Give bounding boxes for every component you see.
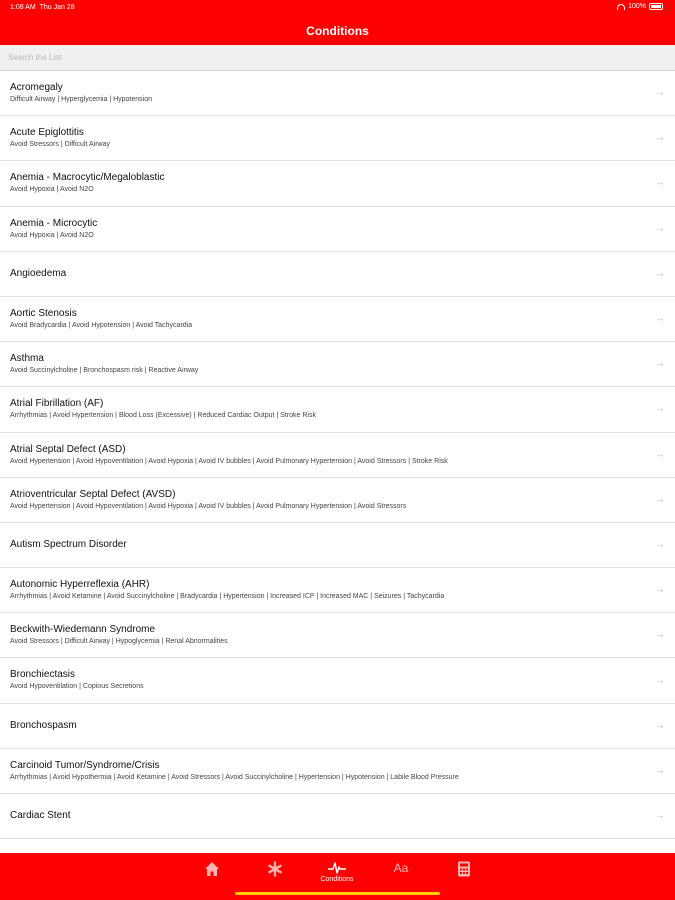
- list-item-text: [10, 82, 645, 105]
- text-icon: Aa: [393, 861, 409, 875]
- list-item[interactable]: [0, 297, 675, 342]
- tab-conditions[interactable]: [317, 859, 357, 889]
- arrow-right-icon: →: [655, 629, 665, 641]
- arrow-right-icon: →: [655, 358, 665, 370]
- list-item[interactable]: [0, 478, 675, 523]
- condition-tags: Avoid Hypoxia | Avoid N2O: [10, 231, 94, 239]
- condition-name: Angioedema: [10, 267, 67, 279]
- list-item-text: [10, 810, 71, 822]
- list-item-text: [10, 624, 645, 647]
- condition-tags: Arrhythmias | Avoid Hypothermia | Avoid Ketamine | Avoid Stressors | Avoid Succinylcholine | Hypertension | Hypotension | Labile Blood Pressure: [10, 773, 459, 781]
- list-item[interactable]: [0, 704, 675, 749]
- list-item[interactable]: [0, 387, 675, 432]
- arrow-right-icon: →: [655, 720, 665, 732]
- home-icon: [204, 861, 220, 877]
- list-item-text: [10, 268, 66, 280]
- list-item[interactable]: [0, 794, 675, 839]
- list-item-text: [10, 353, 645, 376]
- list-item[interactable]: [0, 342, 675, 387]
- list-item-text: [10, 720, 77, 732]
- condition-name: Atrial Fibrillation (AF): [10, 398, 104, 410]
- condition-name: Acute Epiglottitis: [10, 127, 84, 139]
- arrow-right-icon: →: [655, 765, 665, 777]
- tab-conditions-label: Conditions: [320, 876, 354, 883]
- list-item-text: [10, 579, 645, 602]
- list-item-text: [10, 444, 645, 467]
- status-indicators: [617, 3, 663, 10]
- list-item[interactable]: [0, 207, 675, 252]
- list-item[interactable]: [0, 252, 675, 297]
- arrow-right-icon: →: [655, 584, 665, 596]
- list-item[interactable]: [0, 71, 675, 116]
- arrow-right-icon: →: [655, 313, 665, 325]
- condition-name: Asthma: [10, 353, 44, 365]
- tab-home[interactable]: [192, 859, 232, 889]
- list-item[interactable]: [0, 658, 675, 703]
- condition-name: Aortic Stenosis: [10, 307, 77, 319]
- arrow-right-icon: →: [655, 132, 665, 144]
- list-item[interactable]: [0, 568, 675, 613]
- arrow-right-icon: →: [655, 810, 665, 822]
- list-item-text: [10, 172, 645, 195]
- condition-name: Atrial Septal Defect (ASD): [10, 443, 126, 455]
- list-item-text: [10, 218, 645, 241]
- arrow-right-icon: →: [655, 268, 665, 280]
- status-time: 1:08 AM Thu Jan 28: [10, 4, 75, 11]
- arrow-right-icon: →: [655, 177, 665, 189]
- condition-tags: Avoid Stressors | Difficult Airway: [10, 141, 110, 149]
- list-item-text: [10, 127, 645, 150]
- home-indicator: [235, 892, 440, 895]
- page-title: Conditions: [306, 24, 369, 38]
- arrow-right-icon: →: [655, 494, 665, 506]
- tab-text[interactable]: [381, 859, 421, 889]
- condition-tags: Arrhythmias | Avoid Hypertension | Blood Loss (Excessive) | Reduced Cardiac Output | Stroke Risk: [10, 412, 316, 420]
- app-header: [0, 0, 675, 45]
- arrow-right-icon: →: [655, 223, 665, 235]
- battery-level: 100%: [628, 3, 646, 10]
- search-bar[interactable]: [0, 45, 675, 71]
- list-item[interactable]: [0, 433, 675, 478]
- search-input[interactable]: [0, 45, 675, 70]
- tab-star[interactable]: [255, 859, 295, 889]
- tab-calculator[interactable]: [444, 859, 484, 889]
- list-item[interactable]: [0, 613, 675, 658]
- condition-tags: Difficult Airway | Hyperglycemia | Hypotension: [10, 96, 153, 103]
- condition-name: Anemia - Microcytic: [10, 217, 98, 229]
- list-item[interactable]: [0, 523, 675, 568]
- list-item-text: [10, 398, 645, 421]
- calculator-icon: [457, 861, 471, 877]
- list-item-text: [10, 669, 645, 692]
- list-item[interactable]: [0, 161, 675, 206]
- list-item[interactable]: [0, 116, 675, 161]
- tab-bar: [0, 853, 675, 900]
- arrow-right-icon: →: [655, 449, 665, 461]
- asterisk-icon: [267, 861, 283, 877]
- condition-name: Carcinoid Tumor/Syndrome/Crisis: [10, 759, 160, 771]
- condition-name: Beckwith-Wiedemann Syndrome: [10, 624, 156, 636]
- arrow-right-icon: →: [655, 87, 665, 99]
- condition-tags: Avoid Hypoxia | Avoid N2O: [10, 186, 94, 194]
- condition-name: Bronchospasm: [10, 719, 77, 731]
- condition-tags: Avoid Stressors | Difficult Airway | Hypoglycemia | Renal Abnormalities: [10, 638, 228, 646]
- condition-tags: Arrhythmias | Avoid Ketamine | Avoid Succinylcholine | Bradycardia | Hypertension | Increased ICP | Increased MAC | Seizures | Tachycardia: [10, 593, 445, 601]
- list-item-text: [10, 760, 645, 783]
- list-item[interactable]: [0, 749, 675, 794]
- condition-name: Anemia - Macrocytic/Megaloblastic: [10, 172, 165, 184]
- heartbeat-icon: [328, 861, 346, 875]
- conditions-list: [0, 71, 675, 853]
- condition-tags: Avoid Bradycardia | Avoid Hypotension | Avoid Tachycardia: [10, 321, 193, 329]
- condition-name: Cardiac Stent: [10, 810, 71, 822]
- condition-tags: Avoid Hypertension | Avoid Hypoventilation | Avoid Hypoxia | Avoid IV bubbles | Avoid Pulmonary Hypertension | Avoid Stressors: [10, 502, 407, 510]
- wifi-icon: [617, 4, 625, 10]
- condition-tags: Avoid Succinylcholine | Bronchospasm risk | Reactive Airway: [10, 367, 199, 375]
- condition-name: Atrioventricular Septal Defect (AVSD): [10, 488, 176, 500]
- list-item-text: [10, 308, 645, 331]
- condition-tags: Avoid Hypertension | Avoid Hypoventilation | Avoid Hypoxia | Avoid IV bubbles | Avoid Pulmonary Hypertension | Avoid Stressors | Stroke Risk: [10, 457, 448, 465]
- condition-name: Autonomic Hyperreflexia (AHR): [10, 579, 150, 591]
- condition-name: Autism Spectrum Disorder: [10, 538, 127, 550]
- condition-name: Acromegaly: [10, 82, 63, 93]
- arrow-right-icon: →: [655, 539, 665, 551]
- condition-name: Bronchiectasis: [10, 669, 76, 681]
- list-item-text: [10, 489, 645, 512]
- condition-tags: Avoid Hypoventilation | Copious Secretions: [10, 683, 144, 691]
- arrow-right-icon: →: [655, 675, 665, 687]
- arrow-right-icon: →: [655, 403, 665, 415]
- battery-icon: [649, 3, 663, 10]
- list-item-text: [10, 539, 127, 551]
